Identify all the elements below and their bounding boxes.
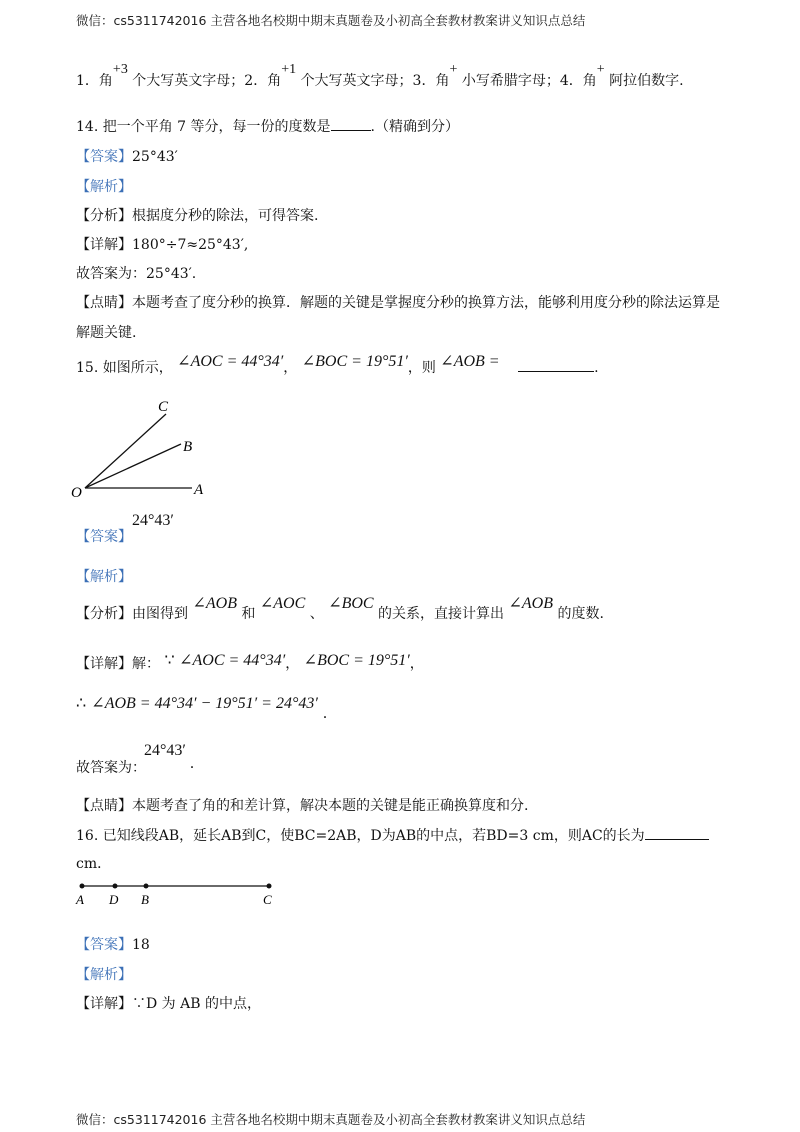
point-b <box>144 884 149 889</box>
angle-figure <box>66 392 226 507</box>
label-b: B <box>183 439 193 455</box>
q14-analysis-tag: 【解析】 <box>76 179 132 195</box>
q15-conclusion-value: 24°43′ <box>144 742 186 759</box>
q14-answer: 【答案】25°43′ <box>76 149 178 165</box>
q16-question: 16. 已知线段AB，延长AB到C，使BC=2AB，D为AB的中点，若BD=3 cm，则AC的长为 <box>76 825 709 845</box>
answer-blank <box>331 116 371 131</box>
q16-detail: 【详解】∵D 为 AB 的中点， <box>76 996 261 1012</box>
label-d: D <box>109 892 119 907</box>
label-a: A <box>76 892 84 907</box>
q14-fenxi: 【分析】根据度分秒的除法，可得答案. <box>76 208 319 224</box>
label-c: C <box>158 399 169 415</box>
q15-comment: 【点睛】本题考查了角的和差计算，解决本题的关键是能正确换算度和分. <box>76 798 529 814</box>
ray-oc <box>85 414 166 488</box>
label-o: O <box>71 485 82 501</box>
segment-figure <box>70 877 285 909</box>
q16-answer: 【答案】18 <box>76 937 150 953</box>
q15-detail: 【详解】解： ∵ ∠AOC = 44°34′， ∠BOC = 19°51′， <box>76 652 424 672</box>
point-c <box>267 884 272 889</box>
point-d <box>113 884 118 889</box>
ray-ob <box>85 444 181 488</box>
q15-question: 15. 如图所示， ∠AOC = 44°34′， ∠BOC = 19°51′，则 ∠AOB = . <box>76 353 599 376</box>
q16-question-cont: cm． <box>76 856 112 872</box>
page-footer: 微信：cs5311742016 主营各地名校期中期末真题卷及小初高全套教材教案讲义知识点总结 <box>76 1112 586 1127</box>
q14-comment: 【点睛】本题考查了度分秒的换算．解题的关键是掌握度分秒的换算方法，能够利用度分秒的除法运算是 <box>76 295 720 311</box>
q15-answer-tag: 【答案】 <box>76 529 132 545</box>
q15-answer: 24°43′ <box>132 512 174 529</box>
answer-blank <box>518 357 594 372</box>
q16-analysis-tag: 【解析】 <box>76 967 132 983</box>
q14-conclusion: 故答案为：25°43′. <box>76 266 197 282</box>
q14-comment-cont: 解题关键. <box>76 325 137 341</box>
q15-conclusion-label: 故答案为： <box>76 760 146 776</box>
q14-detail: 【详解】180°÷7≈25°43′, <box>76 237 249 253</box>
q14-question: 14. 把一个平角 7 等分，每一份的度数是 .（精确到分） <box>76 116 459 136</box>
q15-analysis-tag: 【解析】 <box>76 569 132 585</box>
answer-blank <box>645 825 709 840</box>
q15-conclusion-end: . <box>190 755 194 772</box>
q15-calc: ∴ ∠AOB = 44°34′ − 19°51′ = 24°43′ . <box>76 695 327 722</box>
page-header: 微信：cs5311742016 主营各地名校期中期末真题卷及小初高全套教材教案讲义知识点总结 <box>76 13 586 28</box>
label-a: A <box>194 482 204 498</box>
q15-fenxi: 【分析】由图得到 ∠AOB 和 ∠AOC 、 ∠BOC 的关系，直接计算出 ∠AOB 的度数. <box>76 595 604 622</box>
label-b: B <box>141 892 149 907</box>
intro-line: 1．角+3 个大写英文字母；2．角+1 个大写英文字母；3．角+ 小写希腊字母；4．角+ 阿拉伯数字. <box>76 62 684 89</box>
label-c: C <box>263 892 272 907</box>
point-a <box>80 884 85 889</box>
